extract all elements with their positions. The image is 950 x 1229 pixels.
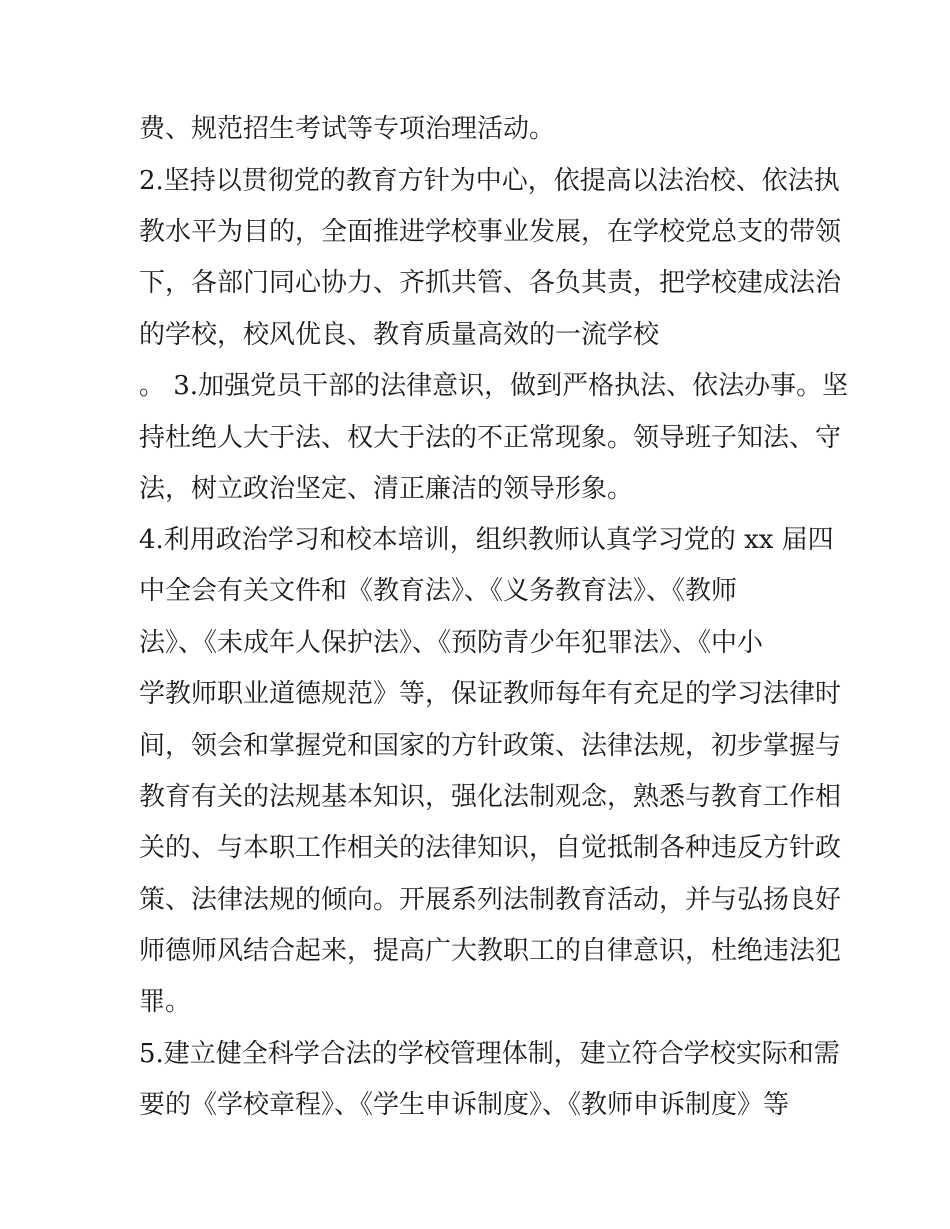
text-line: 策、法律法规的倾向。开展系列法制教育活动，并与弘扬良好 [139,885,842,915]
text-line: 4.利用政治学习和校本培训，组织教师认真学习党的 xx 届四 [139,525,834,555]
text-line: 持杜绝人大于法、权大于法的不正常现象。领导班子知法、守 [139,423,842,453]
text-line: 下，各部门同心协力、齐抓共管、各负其责，把学校建成法治 [139,268,842,298]
text-line: 费、规范招生考试等专项治理活动。 [139,114,556,144]
text-line: 2.坚持以贯彻党的教育方针为中心，依提高以法治校、依法执 [139,166,840,196]
text-line: 法，树立政治坚定、清正廉洁的领导形象。 [139,474,634,504]
text-line: 间，领会和掌握党和国家的方针政策、法律法规，初步掌握与 [139,731,842,761]
text-line: 。 3.加强党员干部的法律意识，做到严格执法、依法办事。坚 [139,371,849,401]
text-line: 的学校，校风优良、教育质量高效的一流学校 [139,320,660,350]
text-line: 法》、《未成年人保护法》、《预防青少年犯罪法》、《中小 [139,628,764,658]
text-line: 教水平为目的，全面推进学校事业发展，在学校党总支的带领 [139,217,842,247]
text-line: 师德师风结合起来，提高广大教职工的自律意识，杜绝违法犯 [139,936,842,966]
text-line: 学教师职业道德规范》等，保证教师每年有充足的学习法律时 [139,679,842,709]
text-line: 关的、与本职工作相关的法律知识，自觉抵制各种违反方针政 [139,833,842,863]
text-line: 罪。 [139,987,192,1017]
text-line: 中全会有关文件和《教育法》、《义务教育法》、《教师 [139,576,738,606]
text-line: 教育有关的法规基本知识，强化法制观念，熟悉与教育工作相 [139,782,842,812]
text-line: 5.建立健全科学合法的学校管理体制，建立符合学校实际和需 [139,1039,840,1069]
text-line: 要的《学校章程》、《学生申诉制度》、《教师申诉制度》等 [139,1090,790,1120]
